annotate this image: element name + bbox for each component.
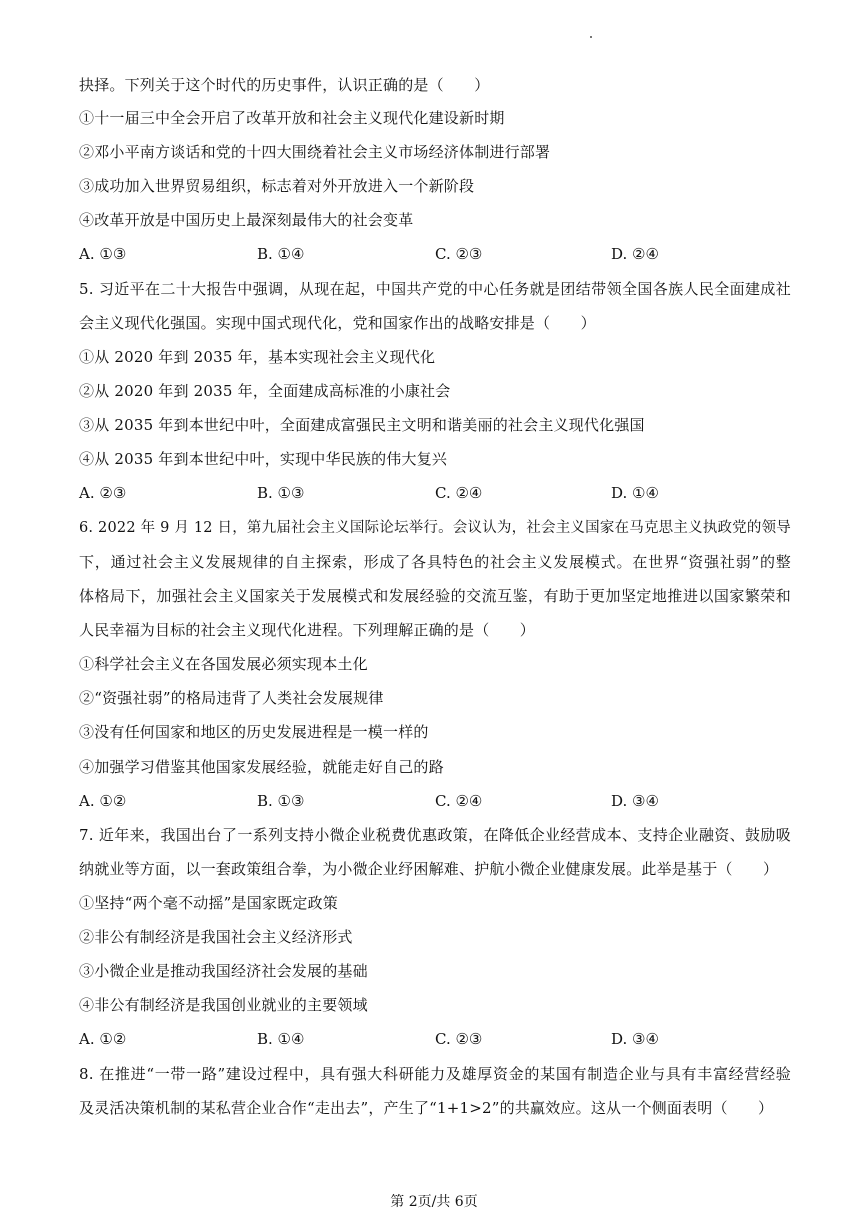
q6-stem-line-2: 下，通过社会主义发展规律的自主探索，形成了各具特色的社会主义发展模式。在世界“资强社弱”的整	[79, 553, 791, 571]
q5-item-4: ④从 2035 年到本世纪中叶，实现中华民族的伟大复兴	[79, 450, 448, 468]
q7-item-1: ①坚持“两个毫不动摇”是国家既定政策	[79, 894, 338, 912]
q7-item-3: ③小微企业是推动我国经济社会发展的基础	[79, 962, 368, 980]
q5-option-a: A. ②③	[79, 484, 127, 502]
q6-stem-line-1: 6. 2022 年 9 月 12 日，第九届社会主义国际论坛举行。会议认为，社会主义国家在马克思主义执政党的领导	[79, 520, 791, 536]
q6-stem-line-3: 体格局下，加强社会主义国家关于发展模式和发展经验的交流互鉴，有助于更加坚定地推进以国家繁荣和	[79, 587, 791, 605]
q5-item-1: ①从 2020 年到 2035 年，基本实现社会主义现代化	[79, 348, 436, 366]
q7-option-a: A. ①②	[79, 1030, 127, 1048]
q6-item-1: ①科学社会主义在各国发展必须实现本土化	[79, 655, 368, 673]
q5-options	[79, 483, 791, 503]
q6-option-b: B. ①③	[257, 792, 305, 810]
page-number-footer: 第 2页/共 6页	[390, 1194, 478, 1210]
q6-item-4: ④加强学习借鉴其他国家发展经验，就能走好自己的路	[79, 758, 444, 776]
scan-dot	[590, 36, 592, 38]
q4-stem-end: 抉择。下列关于这个时代的历史事件，认识正确的是（ ）	[79, 76, 490, 94]
q6-option-c: C. ②④	[435, 792, 483, 810]
q4-option-c: C. ②③	[435, 245, 483, 263]
q6-option-a: A. ①②	[79, 792, 127, 810]
q5-item-3: ③从 2035 年到本世纪中叶，全面建成富强民主文明和谐美丽的社会主义现代化强国	[79, 416, 645, 434]
q6-option-d: D. ③④	[611, 792, 659, 810]
q7-stem-line-2: 纳就业等方面，以一套政策组合拳，为小微企业纾困解难、护航小微企业健康发展。此举是基于（ ）	[79, 860, 779, 878]
q6-item-2: ②“资强社弱”的格局违背了人类社会发展规律	[79, 689, 384, 707]
q4-options	[79, 244, 791, 264]
q4-option-b: B. ①④	[257, 245, 305, 263]
q5-stem-line-2: 会主义现代化强国。实现中国式现代化，党和国家作出的战略安排是（ ）	[79, 314, 596, 332]
q7-option-c: C. ②③	[435, 1030, 483, 1048]
q8-stem-line-1: 8. 在推进“一带一路”建设过程中，具有强大科研能力及雄厚资金的某国有制造企业与具有丰富经营经验	[79, 1065, 791, 1083]
q4-item-3: ③成功加入世界贸易组织，标志着对外开放进入一个新阶段	[79, 177, 475, 195]
q7-option-d: D. ③④	[611, 1030, 659, 1048]
q6-options	[79, 791, 791, 811]
q5-option-b: B. ①③	[257, 484, 305, 502]
q4-item-2: ②邓小平南方谈话和党的十四大围绕着社会主义市场经济体制进行部署	[79, 143, 551, 161]
q8-stem-line-2: 及灵活决策机制的某私营企业合作“走出去”，产生了“1+1>2”的共赢效应。这从一个侧面表明（ ）	[79, 1099, 774, 1117]
q5-item-2: ②从 2020 年到 2035 年，全面建成高标准的小康社会	[79, 382, 451, 400]
q7-options	[79, 1029, 791, 1049]
q5-option-c: C. ②④	[435, 484, 483, 502]
q5-stem-line-1: 5. 习近平在二十大报告中强调，从现在起，中国共产党的中心任务就是团结带领全国各族人民全面建成社	[79, 280, 791, 298]
q5-option-d: D. ①④	[611, 484, 659, 502]
q4-item-1: ①十一届三中全会开启了改革开放和社会主义现代化建设新时期	[79, 109, 505, 127]
q7-item-4: ④非公有制经济是我国创业就业的主要领域	[79, 996, 368, 1014]
q7-item-2: ②非公有制经济是我国社会主义经济形式	[79, 928, 353, 946]
q6-item-3: ③没有任何国家和地区的历史发展进程是一模一样的	[79, 723, 429, 741]
q4-option-a: A. ①③	[79, 245, 127, 263]
q6-stem-line-4: 人民幸福为目标的社会主义现代化进程。下列理解正确的是（ ）	[79, 621, 536, 639]
q4-option-d: D. ②④	[611, 245, 659, 263]
q7-option-b: B. ①④	[257, 1030, 305, 1048]
q7-stem-line-1: 7. 近年来，我国出台了一系列支持小微企业税费优惠政策，在降低企业经营成本、支持企业融资、鼓励吸	[79, 826, 791, 844]
q4-item-4: ④改革开放是中国历史上最深刻最伟大的社会变革	[79, 211, 414, 229]
